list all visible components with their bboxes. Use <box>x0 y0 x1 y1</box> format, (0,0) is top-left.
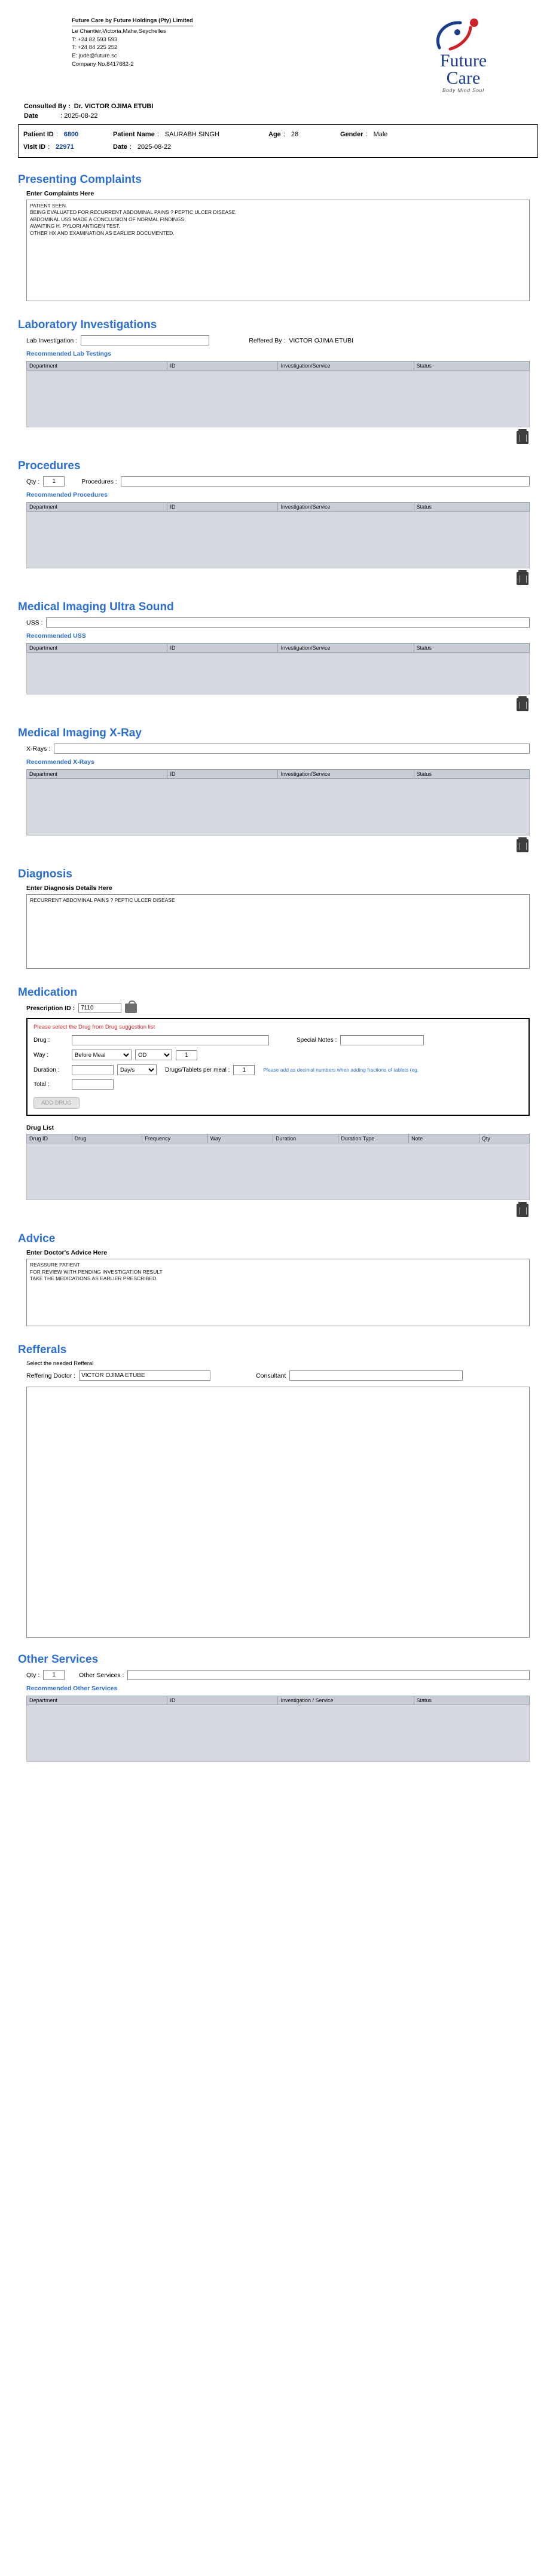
way-label: Way : <box>33 1051 49 1058</box>
patient-age-cell: Age : 28 <box>268 129 340 141</box>
recommended-lab-link[interactable]: Recommended Lab Testings <box>26 350 112 358</box>
col-department: Department <box>27 644 167 653</box>
col-status: Status <box>414 1696 529 1705</box>
medication-entry-panel <box>26 1018 530 1116</box>
table-row <box>27 371 530 427</box>
drug-input[interactable] <box>72 1035 269 1045</box>
clinic-company-no: Company No.8417682-2 <box>72 60 134 68</box>
col-drug: Drug <box>72 1134 142 1143</box>
clinic-email: E: jude@future.sc <box>72 53 117 60</box>
section-title-complaints: Presenting Complaints <box>18 173 142 186</box>
consulted-by-label: Consulted By <box>24 103 66 110</box>
trash-icon[interactable] <box>517 698 528 711</box>
referrals-sub-label: Select the needed Refferal <box>26 1360 94 1367</box>
visit-id-value: 22971 <box>56 143 74 151</box>
duration-row <box>33 1064 523 1075</box>
referring-doctor-label: Reffering Doctor : <box>26 1372 76 1379</box>
clinic-tel-1: T: +24 82 593 593 <box>72 36 118 43</box>
other-services-table <box>26 1696 530 1762</box>
referral-input-row <box>26 1370 538 1381</box>
diagnosis-sub-label: Enter Diagnosis Details Here <box>26 885 112 892</box>
procedures-table <box>26 502 530 568</box>
patient-info-box <box>18 124 538 158</box>
frequency-qty-input[interactable] <box>176 1050 197 1060</box>
drug-label: Drug : <box>33 1037 50 1044</box>
col-frequency: Frequency <box>142 1134 207 1143</box>
consult-date-value: 2025-08-22 <box>64 112 98 120</box>
col-department: Department <box>27 770 167 779</box>
visit-id-cell: Visit ID : 22971 <box>23 141 113 154</box>
advice-sub-label: Enter Doctor's Advice Here <box>26 1249 108 1257</box>
complaints-textarea[interactable] <box>26 200 530 302</box>
col-department: Department <box>27 1696 167 1705</box>
drug-list-table <box>26 1134 530 1200</box>
visit-date-label: Date <box>113 143 127 151</box>
duration-label: Duration : <box>33 1066 60 1073</box>
col-status: Status <box>414 770 529 779</box>
xray-table <box>26 769 530 836</box>
col-id: ID <box>167 503 278 512</box>
col-way: Way <box>207 1134 273 1143</box>
col-status: Status <box>414 362 529 371</box>
patient-name-value: SAURABH SINGH <box>164 131 219 138</box>
other-services-input[interactable] <box>127 1670 530 1680</box>
section-title-laboratory: Laboratory Investigations <box>18 319 157 332</box>
referred-by-label: Reffered By : <box>249 336 286 344</box>
referring-doctor-input[interactable] <box>79 1370 210 1381</box>
prescription-id-label: Prescription ID : <box>26 1004 75 1012</box>
advice-textarea[interactable] <box>26 1259 530 1326</box>
prescription-id-input[interactable] <box>78 1003 121 1013</box>
drug-list-label: Drug List <box>26 1124 54 1132</box>
col-id: ID <box>167 1696 278 1705</box>
consulted-by-value: Dr. VICTOR OJIMA ETUBI <box>74 103 154 110</box>
uss-table <box>26 643 530 695</box>
visit-id-label: Visit ID <box>23 143 46 151</box>
table-row <box>27 1705 530 1762</box>
total-input[interactable] <box>72 1079 114 1090</box>
decimal-note: Please add as decimal numbers when adding fractions of tablets (eg. <box>263 1067 419 1073</box>
procedures-input[interactable] <box>121 476 530 487</box>
total-label: Total : <box>33 1081 50 1088</box>
frequency-select[interactable] <box>135 1050 172 1060</box>
table-header-row <box>27 503 530 512</box>
special-notes-input[interactable] <box>340 1035 424 1045</box>
duration-input[interactable] <box>72 1065 114 1075</box>
patient-age-value: 28 <box>291 131 299 138</box>
procedures-delete-row <box>18 572 538 585</box>
col-id: ID <box>167 644 278 653</box>
col-status: Status <box>414 644 529 653</box>
section-title-other-services: Other Services <box>18 1653 99 1666</box>
col-id: ID <box>167 770 278 779</box>
recommended-uss-link[interactable]: Recommended USS <box>26 632 86 640</box>
drug-list-delete-row <box>18 1204 538 1217</box>
lab-delete-row <box>18 431 538 444</box>
other-services-qty-input[interactable] <box>43 1670 65 1680</box>
trash-icon[interactable] <box>517 839 528 852</box>
table-header-row <box>27 1134 530 1143</box>
table-header-row <box>27 1696 530 1705</box>
table-row <box>27 512 530 568</box>
section-title-ultrasound: Medical Imaging Ultra Sound <box>18 601 174 614</box>
col-id: ID <box>167 362 278 371</box>
clinic-address: Le Chantier,Victoria,Mahe,Seychelles <box>72 27 166 35</box>
clinic-tel-2: T: +24 84 225 252 <box>72 44 118 51</box>
lab-input-row <box>26 335 538 345</box>
table-header-row <box>27 770 530 779</box>
clinic-logo <box>407 17 532 93</box>
per-meal-label: Drugs/Tablets per meal : <box>165 1066 230 1073</box>
lab-results-table <box>26 361 530 427</box>
patient-name-label: Patient Name <box>113 131 155 138</box>
lab-investigation-label: Lab Investigation : <box>26 336 78 344</box>
col-duration: Duration <box>273 1134 338 1143</box>
consultant-input[interactable] <box>289 1370 463 1381</box>
patient-id-value: 6800 <box>63 131 79 138</box>
col-department: Department <box>27 362 167 371</box>
referred-by-value: VICTOR OJIMA ETUBI <box>289 336 354 344</box>
patient-gender-value: Male <box>373 131 388 138</box>
per-meal-input[interactable] <box>233 1065 255 1075</box>
other-services-input-row <box>26 1670 538 1680</box>
consult-date-label: Date <box>24 112 38 120</box>
consulted-by-row: Consulted By : Dr. VICTOR OJIMA ETUBI <box>24 103 154 110</box>
section-title-diagnosis: Diagnosis <box>18 868 72 881</box>
section-title-medication: Medication <box>18 986 78 999</box>
clinic-address-block <box>72 17 193 69</box>
xray-input[interactable] <box>54 744 530 754</box>
procedures-qty-label: Qty : <box>26 478 40 485</box>
trash-icon[interactable] <box>517 572 528 585</box>
visit-date-cell: Date : 2025-08-22 <box>113 141 268 154</box>
uss-input[interactable] <box>46 617 530 628</box>
patient-id-cell: Patient ID : 6800 <box>23 129 113 141</box>
other-services-qty-label: Qty : <box>26 1671 40 1679</box>
section-title-procedures: Procedures <box>18 460 81 473</box>
section-title-advice: Advice <box>18 1232 56 1246</box>
col-duration-type: Duration Type <box>338 1134 409 1143</box>
uss-label: USS : <box>26 619 43 626</box>
col-investigation: Investigation/Service <box>278 503 414 512</box>
patient-age-label: Age <box>268 131 281 138</box>
patient-gender-label: Gender <box>340 131 363 138</box>
section-title-referrals: Refferals <box>18 1344 67 1357</box>
lab-investigation-input[interactable] <box>81 335 209 345</box>
logo-tagline: Body Mind Soul <box>442 88 485 93</box>
procedures-input-row <box>26 476 538 487</box>
procedures-label: Procedures : <box>81 478 117 485</box>
col-drug-id: Drug ID <box>27 1134 72 1143</box>
col-investigation: Investigation/Service <box>278 644 414 653</box>
table-row <box>27 779 530 836</box>
other-services-label: Other Services : <box>79 1671 124 1679</box>
logo-swoosh-icon <box>427 17 499 53</box>
table-header-row <box>27 644 530 653</box>
trash-icon[interactable] <box>517 431 528 444</box>
col-investigation: Investigation/Service <box>278 770 414 779</box>
drug-row <box>33 1035 523 1045</box>
complaints-sub-label: Enter Complaints Here <box>26 189 94 197</box>
consult-date-row: Date : 2025-08-22 <box>24 112 98 120</box>
special-notes-label: Special Notes : <box>297 1037 337 1044</box>
recommended-other-services-link[interactable]: Recommended Other Services <box>26 1685 118 1693</box>
table-row <box>27 653 530 695</box>
col-note: Note <box>409 1134 479 1143</box>
section-title-xray: Medical Imaging X-Ray <box>18 727 142 740</box>
uss-delete-row <box>18 698 538 711</box>
recommended-procedures-link[interactable]: Recommended Procedures <box>26 491 108 499</box>
prescription-id-row <box>26 1003 538 1013</box>
diagnosis-textarea[interactable] <box>26 894 530 969</box>
patient-info-row-2 <box>23 141 533 154</box>
way-row <box>33 1050 523 1060</box>
procedures-qty-input[interactable] <box>43 476 65 487</box>
lock-icon[interactable] <box>125 1004 137 1013</box>
patient-info-row-1 <box>23 129 533 141</box>
add-drug-button[interactable]: ADD DRUG <box>33 1097 80 1109</box>
letterhead <box>18 0 538 99</box>
patient-gender-cell: Gender : Male <box>340 129 387 141</box>
table-header-row <box>27 362 530 371</box>
table-row <box>27 1143 530 1200</box>
clinic-name: Future Care by Future Holdings (Pty) Limited <box>72 17 193 26</box>
trash-icon[interactable] <box>517 1204 528 1217</box>
col-status: Status <box>414 503 529 512</box>
consultant-label: Consultant <box>256 1372 286 1379</box>
col-investigation: Investigation/Service <box>278 362 414 371</box>
logo-text-future: Future <box>439 51 487 71</box>
uss-input-row <box>26 617 538 628</box>
patient-name-cell: Patient Name : SAURABH SINGH <box>113 129 268 141</box>
recommended-xray-link[interactable]: Recommended X-Rays <box>26 758 94 766</box>
xray-delete-row <box>18 839 538 852</box>
col-investigation: Investigation / Service <box>278 1696 414 1705</box>
medication-warning: Please select the Drug from Drug suggestion list <box>33 1024 155 1031</box>
duration-unit-select[interactable] <box>117 1064 157 1075</box>
visit-date-value: 2025-08-22 <box>137 143 172 151</box>
xray-input-row <box>26 744 538 754</box>
logo-graphic-icon <box>407 17 520 53</box>
logo-text-care: Care <box>446 68 481 88</box>
col-qty: Qty <box>479 1134 529 1143</box>
way-select[interactable] <box>72 1050 132 1060</box>
total-row <box>33 1079 523 1090</box>
patient-id-label: Patient ID <box>23 131 54 138</box>
referral-details-area[interactable] <box>26 1387 530 1638</box>
xray-label: X-Rays : <box>26 745 51 752</box>
col-department: Department <box>27 503 167 512</box>
